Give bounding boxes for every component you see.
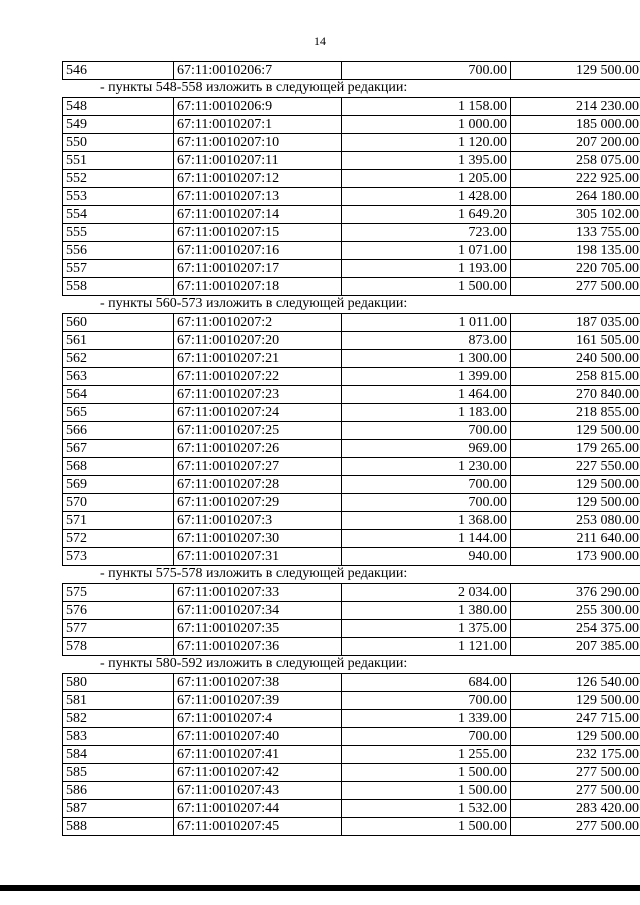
cadastral-number-cell: 67:11:0010207:24 [174,404,342,422]
cadastral-number-cell: 67:11:0010207:22 [174,368,342,386]
area-cell: 1 255.00 [342,746,511,764]
area-cell: 700.00 [342,422,511,440]
row-number-cell: 577 [63,620,174,638]
cadastral-number-cell: 67:11:0010207:35 [174,620,342,638]
table-row [63,386,640,404]
table-row [63,134,640,152]
area-cell: 1 399.00 [342,368,511,386]
price-cell: 207 385.00 [511,638,640,656]
row-number-cell: 555 [63,224,174,242]
cadastral-number-cell: 67:11:0010207:17 [174,260,342,278]
row-number-cell: 581 [63,692,174,710]
table-row [63,746,640,764]
price-cell: 129 500.00 [511,62,640,80]
price-cell: 129 500.00 [511,476,640,494]
cadastral-number-cell: 67:11:0010206:7 [174,62,342,80]
price-cell: 214 230.00 [511,98,640,116]
area-cell: 1 500.00 [342,818,511,836]
area-cell: 1 500.00 [342,782,511,800]
cadastral-number-cell: 67:11:0010207:15 [174,224,342,242]
cadastral-number-cell: 67:11:0010207:2 [174,314,342,332]
price-cell: 283 420.00 [511,800,640,818]
price-cell: 247 715.00 [511,710,640,728]
area-cell: 1 368.00 [342,512,511,530]
row-number-cell: 563 [63,368,174,386]
row-number-cell: 571 [63,512,174,530]
table-row [63,638,640,656]
row-number-cell: 548 [63,98,174,116]
price-cell: 264 180.00 [511,188,640,206]
row-number-cell: 580 [63,674,174,692]
area-cell: 723.00 [342,224,511,242]
data-table [62,583,640,656]
area-cell: 1 205.00 [342,170,511,188]
row-number-cell: 566 [63,422,174,440]
row-number-cell: 575 [63,584,174,602]
row-number-cell: 557 [63,260,174,278]
table-row [63,674,640,692]
row-number-cell: 567 [63,440,174,458]
cadastral-number-cell: 67:11:0010207:26 [174,440,342,458]
cadastral-number-cell: 67:11:0010207:10 [174,134,342,152]
price-cell: 129 500.00 [511,422,640,440]
section-heading: - пункты 575-578 изложить в следующей редакции: [100,566,408,581]
cadastral-number-cell: 67:11:0010207:28 [174,476,342,494]
row-number-cell: 552 [63,170,174,188]
row-number-cell: 570 [63,494,174,512]
table-row [63,440,640,458]
row-number-cell: 573 [63,548,174,566]
area-cell: 1 230.00 [342,458,511,476]
section-heading: - пункты 548-558 изложить в следующей редакции: [100,80,408,95]
cadastral-number-cell: 67:11:0010207:38 [174,674,342,692]
cadastral-number-cell: 67:11:0010207:31 [174,548,342,566]
row-number-cell: 578 [63,638,174,656]
cadastral-number-cell: 67:11:0010207:27 [174,458,342,476]
area-cell: 700.00 [342,494,511,512]
price-cell: 211 640.00 [511,530,640,548]
price-cell: 254 375.00 [511,620,640,638]
area-cell: 700.00 [342,692,511,710]
table-row [63,206,640,224]
table-row [63,818,640,836]
row-number-cell: 572 [63,530,174,548]
table-row [63,512,640,530]
cadastral-number-cell: 67:11:0010207:30 [174,530,342,548]
price-cell: 253 080.00 [511,512,640,530]
price-cell: 173 900.00 [511,548,640,566]
scan-edge-bar [0,885,640,891]
table-row [63,278,640,296]
table-row [63,242,640,260]
area-cell: 1 532.00 [342,800,511,818]
price-cell: 126 540.00 [511,674,640,692]
table-row [63,494,640,512]
table-row [63,332,640,350]
area-cell: 2 034.00 [342,584,511,602]
row-number-cell: 584 [63,746,174,764]
price-cell: 227 550.00 [511,458,640,476]
row-number-cell: 554 [63,206,174,224]
cadastral-number-cell: 67:11:0010207:1 [174,116,342,134]
area-cell: 1 071.00 [342,242,511,260]
price-cell: 129 500.00 [511,728,640,746]
cadastral-number-cell: 67:11:0010207:44 [174,800,342,818]
table-row [63,224,640,242]
price-cell: 207 200.00 [511,134,640,152]
cadastral-number-cell: 67:11:0010207:14 [174,206,342,224]
cadastral-number-cell: 67:11:0010207:12 [174,170,342,188]
table-row [63,782,640,800]
price-cell: 240 500.00 [511,350,640,368]
cadastral-number-cell: 67:11:0010207:16 [174,242,342,260]
row-number-cell: 565 [63,404,174,422]
cadastral-number-cell: 67:11:0010207:36 [174,638,342,656]
cadastral-number-cell: 67:11:0010207:3 [174,512,342,530]
table-row [63,728,640,746]
row-number-cell: 546 [63,62,174,80]
area-cell: 1 464.00 [342,386,511,404]
row-number-cell: 564 [63,386,174,404]
table-row [63,710,640,728]
document-body [62,61,639,836]
table-row [63,314,640,332]
table-row [63,800,640,818]
row-number-cell: 588 [63,818,174,836]
row-number-cell: 569 [63,476,174,494]
area-cell: 1 183.00 [342,404,511,422]
table-row [63,476,640,494]
price-cell: 185 000.00 [511,116,640,134]
cadastral-number-cell: 67:11:0010207:11 [174,152,342,170]
cadastral-number-cell: 67:11:0010207:42 [174,764,342,782]
table-row [63,62,640,80]
area-cell: 1 375.00 [342,620,511,638]
table-row [63,152,640,170]
row-number-cell: 560 [63,314,174,332]
area-cell: 700.00 [342,728,511,746]
row-number-cell: 585 [63,764,174,782]
table-row [63,530,640,548]
cadastral-number-cell: 67:11:0010207:34 [174,602,342,620]
cadastral-number-cell: 67:11:0010207:29 [174,494,342,512]
cadastral-number-cell: 67:11:0010207:39 [174,692,342,710]
area-cell: 873.00 [342,332,511,350]
table-row [63,764,640,782]
cadastral-number-cell: 67:11:0010207:18 [174,278,342,296]
price-cell: 277 500.00 [511,764,640,782]
table-row [63,404,640,422]
table-row [63,584,640,602]
price-cell: 187 035.00 [511,314,640,332]
table-row [63,422,640,440]
area-cell: 1 428.00 [342,188,511,206]
area-cell: 1 339.00 [342,710,511,728]
table-row [63,188,640,206]
cadastral-number-cell: 67:11:0010207:20 [174,332,342,350]
price-cell: 129 500.00 [511,692,640,710]
row-number-cell: 551 [63,152,174,170]
area-cell: 940.00 [342,548,511,566]
price-cell: 133 755.00 [511,224,640,242]
price-cell: 198 135.00 [511,242,640,260]
row-number-cell: 582 [63,710,174,728]
cadastral-number-cell: 67:11:0010206:9 [174,98,342,116]
area-cell: 969.00 [342,440,511,458]
table-row [63,116,640,134]
section-heading: - пункты 580-592 изложить в следующей редакции: [100,656,408,671]
area-cell: 700.00 [342,476,511,494]
table-row [63,458,640,476]
table-row [63,548,640,566]
table-row [63,602,640,620]
row-number-cell: 583 [63,728,174,746]
table-row [63,620,640,638]
cadastral-number-cell: 67:11:0010207:23 [174,386,342,404]
cadastral-number-cell: 67:11:0010207:13 [174,188,342,206]
area-cell: 1 193.00 [342,260,511,278]
price-cell: 161 505.00 [511,332,640,350]
price-cell: 258 075.00 [511,152,640,170]
area-cell: 1 144.00 [342,530,511,548]
table-row [63,368,640,386]
price-cell: 258 815.00 [511,368,640,386]
area-cell: 1 649.20 [342,206,511,224]
price-cell: 270 840.00 [511,386,640,404]
page-number: 14 [314,34,326,48]
cadastral-number-cell: 67:11:0010207:45 [174,818,342,836]
area-cell: 1 500.00 [342,764,511,782]
area-cell: 1 380.00 [342,602,511,620]
price-cell: 179 265.00 [511,440,640,458]
table-row [63,260,640,278]
table-row [63,170,640,188]
price-cell: 277 500.00 [511,278,640,296]
cadastral-number-cell: 67:11:0010207:41 [174,746,342,764]
price-cell: 277 500.00 [511,782,640,800]
row-number-cell: 561 [63,332,174,350]
row-number-cell: 549 [63,116,174,134]
price-cell: 277 500.00 [511,818,640,836]
row-number-cell: 586 [63,782,174,800]
cadastral-number-cell: 67:11:0010207:4 [174,710,342,728]
row-number-cell: 556 [63,242,174,260]
data-table [62,97,640,296]
row-number-cell: 587 [63,800,174,818]
row-number-cell: 568 [63,458,174,476]
cadastral-number-cell: 67:11:0010207:40 [174,728,342,746]
area-cell: 1 121.00 [342,638,511,656]
price-cell: 218 855.00 [511,404,640,422]
table-row [63,692,640,710]
price-cell: 232 175.00 [511,746,640,764]
section-heading: - пункты 560-573 изложить в следующей редакции: [100,296,408,311]
table-row [63,98,640,116]
cadastral-number-cell: 67:11:0010207:43 [174,782,342,800]
data-table [62,61,640,80]
price-cell: 222 925.00 [511,170,640,188]
price-cell: 305 102.00 [511,206,640,224]
area-cell: 1 011.00 [342,314,511,332]
row-number-cell: 553 [63,188,174,206]
data-table [62,673,640,836]
price-cell: 220 705.00 [511,260,640,278]
area-cell: 684.00 [342,674,511,692]
price-cell: 129 500.00 [511,494,640,512]
cadastral-number-cell: 67:11:0010207:21 [174,350,342,368]
price-cell: 376 290.00 [511,584,640,602]
table-row [63,350,640,368]
row-number-cell: 576 [63,602,174,620]
cadastral-number-cell: 67:11:0010207:33 [174,584,342,602]
area-cell: 700.00 [342,62,511,80]
row-number-cell: 558 [63,278,174,296]
area-cell: 1 158.00 [342,98,511,116]
area-cell: 1 395.00 [342,152,511,170]
area-cell: 1 120.00 [342,134,511,152]
area-cell: 1 500.00 [342,278,511,296]
data-table [62,313,640,566]
price-cell: 255 300.00 [511,602,640,620]
row-number-cell: 562 [63,350,174,368]
cadastral-number-cell: 67:11:0010207:25 [174,422,342,440]
area-cell: 1 000.00 [342,116,511,134]
row-number-cell: 550 [63,134,174,152]
area-cell: 1 300.00 [342,350,511,368]
